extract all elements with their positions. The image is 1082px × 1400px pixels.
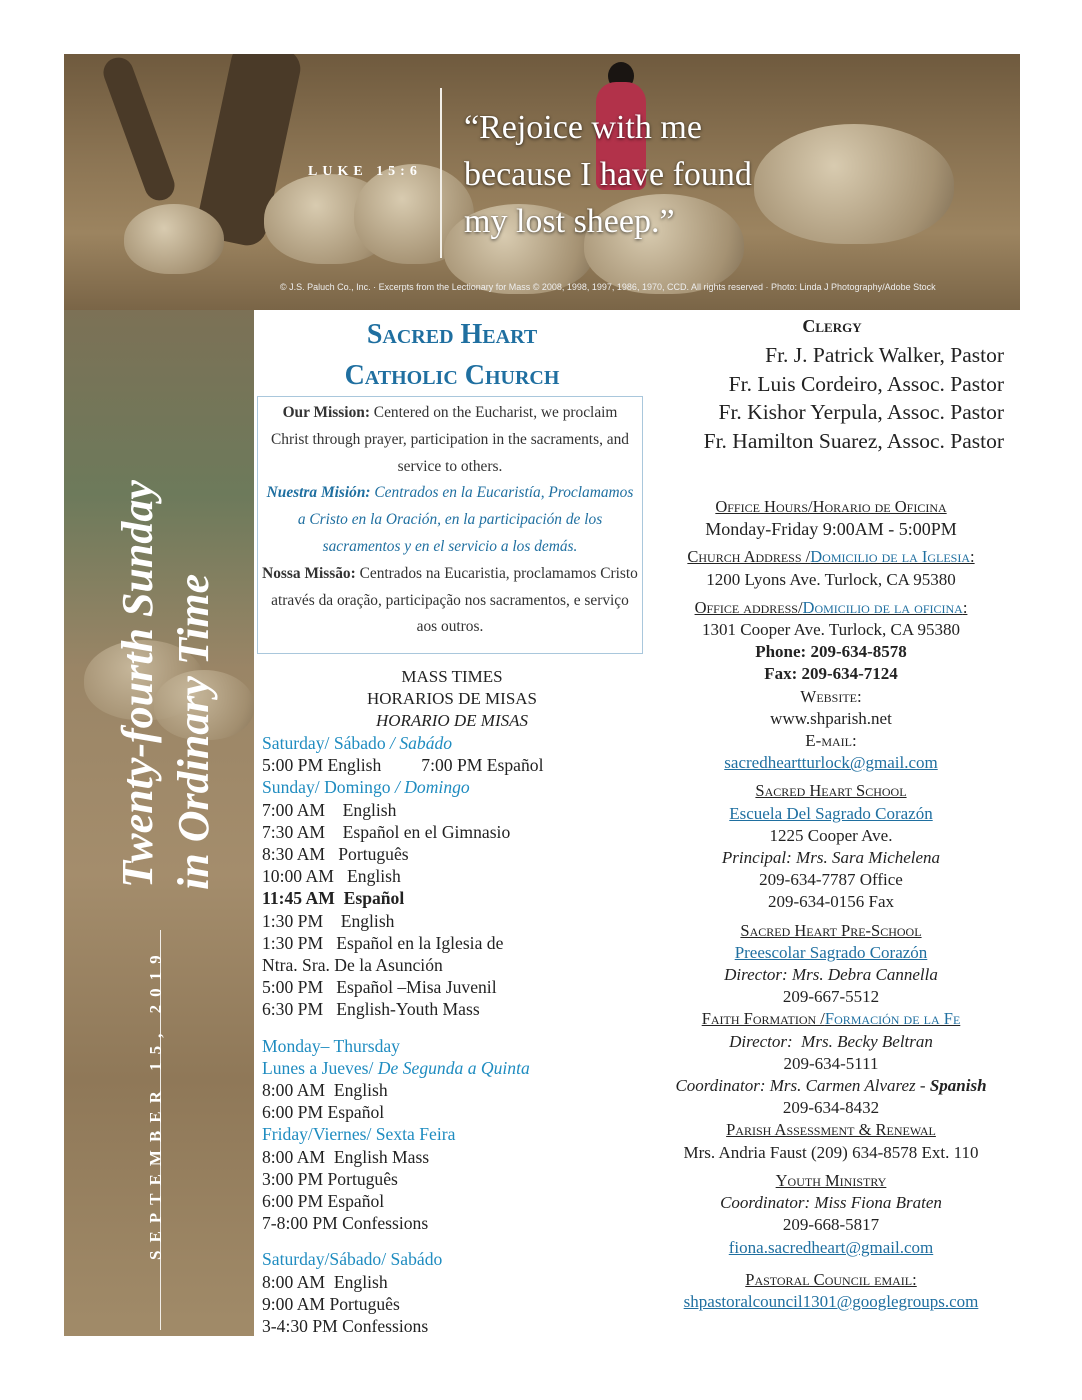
sunday-time: 8:30 AM Português <box>262 844 409 865</box>
faith-director: Director: Mrs. Becky Beltran <box>729 1031 933 1051</box>
preschool-director: Director: Mrs. Debra Cannella <box>724 965 938 985</box>
parish-info <box>656 496 1006 1313</box>
mass-heading-en: MASS TIMES <box>401 667 503 686</box>
scripture-quote <box>464 104 904 245</box>
website: www.shparish.net <box>770 708 892 728</box>
mission-box <box>257 396 643 654</box>
friday-time: 3:00 PM Português <box>262 1168 398 1189</box>
saturday-label: Saturday/ Sábado / Sabádo <box>262 733 453 753</box>
saturday-morning-time: 3-4:30 PM Confessions <box>262 1316 429 1337</box>
church-name <box>262 314 642 396</box>
church-name-line2: Catholic Church <box>344 360 560 391</box>
friday-time: 7-8:00 PM Confessions <box>262 1213 429 1234</box>
mass-heading-es: HORARIOS DE MISAS <box>366 689 538 708</box>
sunday-time: 10:00 AM English <box>262 866 401 887</box>
school-address: 1225 Cooper Ave. <box>769 825 893 845</box>
sunday-time: 7:00 AM English <box>262 799 397 820</box>
mission-en-label: Our Mission: <box>282 404 370 421</box>
preschool-phone: 209-667-5512 <box>782 987 880 1007</box>
assessment-contact: Mrs. Andria Faust (209) 634-8578 Ext. 110 <box>683 1142 979 1162</box>
mass-schedule <box>262 732 642 1337</box>
saturday-times: 5:00 PM English 7:00 PM Español <box>262 755 544 776</box>
mass-heading-pt: HORARIO DE MISAS <box>375 711 528 730</box>
clergy-section <box>658 316 1004 455</box>
sidebar-photo <box>64 310 254 1336</box>
weekday-label-es: Lunes a Jueves/ De Segunda a Quinta <box>262 1057 530 1078</box>
mission-pt-label: Nossa Missão: <box>262 564 356 582</box>
mission-en <box>262 400 638 480</box>
sunday-time: 11:45 AM Español <box>262 888 405 909</box>
office-fax: Fax: 209-634-7124 <box>764 664 898 684</box>
friday-label: Friday/Viernes/ Sexta Feira <box>262 1124 456 1145</box>
bulletin-date: SEPTEMBER 15, 2019 <box>146 947 165 1260</box>
parish-email-link[interactable]: sacredheartturlock@gmail.com <box>724 753 938 773</box>
mass-times-heading <box>262 666 642 732</box>
school-fax: 209-634-0156 Fax <box>767 892 895 912</box>
mission-es-label: Nuestra Misión: <box>266 484 371 502</box>
liturgical-title-line2: in Ordinary Time <box>169 573 218 890</box>
liturgical-title-line1: Twenty-fourth Sunday <box>113 480 162 888</box>
youth-email-link[interactable]: fiona.sacredheart@gmail.com <box>728 1237 934 1257</box>
website-label: Website: <box>800 686 862 706</box>
pastoral-council-heading: Pastoral Council email: <box>745 1269 917 1289</box>
church-address: 1200 Lyons Ave. Turlock, CA 95380 <box>706 569 956 589</box>
mission-es-text: Centrados en la Eucaristía, Proclamamos a Cristo en la Oración, en la participación de los sacramentos y en el servicio a los demás. <box>297 484 634 555</box>
school-heading: Sacred Heart School <box>755 781 907 801</box>
saturday-morning-time: 8:00 AM English <box>262 1271 388 1292</box>
office-address: 1301 Cooper Ave. Turlock, CA 95380 <box>701 620 960 640</box>
mission-en-text: Centered on the Eucharist, we proclaim Christ through prayer, participation in the sacraments, and service to others. <box>271 404 629 475</box>
preschool-heading: Sacred Heart Pre-School <box>740 920 922 940</box>
tree-trunk <box>99 54 178 205</box>
clergy-title: Clergy <box>802 316 862 336</box>
school-phone: 209-634-7787 Office <box>759 870 903 890</box>
office-address-heading: Office address/Domicilio de la oficina: <box>694 597 968 617</box>
saturday-morning-label: Saturday/Sábado/ Sabádo <box>262 1249 443 1270</box>
school-principal: Principal: Mrs. Sara Michelena <box>721 848 941 868</box>
sunday-time: 5:00 PM Español –Misa Juvenil <box>262 977 497 998</box>
faith-director-phone: 209-634-5111 <box>783 1053 879 1073</box>
quote-line: “Rejoice with me <box>464 109 702 146</box>
mission-es <box>262 480 638 560</box>
scripture-reference: LUKE 15:6 <box>308 164 422 179</box>
clergy-member: Fr. J. Patrick Walker, Pastor <box>765 343 1004 367</box>
weekday-time: 8:00 AM English <box>262 1080 388 1101</box>
quote-line: because I have found <box>464 156 752 193</box>
friday-time: 6:00 PM Español <box>262 1191 385 1212</box>
sheep-shape <box>124 204 224 274</box>
header-banner <box>64 54 1020 310</box>
sunday-time: 7:30 AM Español en el Gimnasio <box>262 821 511 842</box>
mission-pt-text: Centrados na Eucaristia, proclamamos Cristo através da oração, participação nos sacramentos, e serviço aos outros. <box>271 564 638 636</box>
weekday-time: 6:00 PM Español <box>262 1102 385 1123</box>
mission-pt <box>262 561 638 641</box>
clergy-member: Fr. Kishor Yerpula, Assoc. Pastor <box>718 400 1004 424</box>
faith-coordinator: Coordinator: Mrs. Carmen Alvarez - Spanish <box>675 1076 987 1096</box>
youth-coordinator: Coordinator: Miss Fiona Braten <box>720 1193 942 1213</box>
church-name-line1: Sacred Heart <box>366 319 538 350</box>
friday-time: 8:00 AM English Mass <box>262 1146 430 1167</box>
clergy-member: Fr. Luis Cordeiro, Assoc. Pastor <box>728 371 1004 396</box>
quote-line: my lost sheep.” <box>464 203 675 240</box>
sunday-time: Ntra. Sra. De la Asunción <box>262 955 443 976</box>
church-address-heading: Church Address /Domicilio de la Iglesia: <box>687 547 975 567</box>
school-name-link[interactable]: Escuela Del Sagrado Corazón <box>729 803 933 823</box>
office-hours: Monday-Friday 9:00AM - 5:00PM <box>705 519 957 540</box>
office-hours-heading: Office Hours/Horario de Oficina <box>715 497 947 516</box>
clergy-member: Fr. Hamilton Suarez, Assoc. Pastor <box>703 428 1004 453</box>
saturday-morning-time: 9:00 AM Português <box>262 1293 400 1314</box>
faith-coordinator-phone: 209-634-8432 <box>782 1098 880 1118</box>
photo-credit: © J.S. Paluch Co., Inc. · Excerpts from the Lectionary for Mass © 2008, 1998, 1997, 1986, 1970, CCD. All rights reserved · Photo: Linda J Photography/Adobe Stock <box>280 282 936 292</box>
sunday-time: 1:30 PM Español en la Iglesia de <box>262 932 504 953</box>
sunday-time: 1:30 PM English <box>262 910 395 931</box>
faith-formation-heading: Faith Formation /Formación de la Fe <box>701 1009 961 1029</box>
youth-phone: 209-668-5817 <box>782 1215 880 1235</box>
sunday-time: 6:30 PM English-Youth Mass <box>262 999 480 1020</box>
email-label: E-mail: <box>805 731 857 751</box>
clergy-list <box>658 341 1004 455</box>
office-phone: Phone: 209-634-8578 <box>755 642 907 662</box>
youth-ministry-heading: Youth Ministry <box>775 1170 887 1190</box>
banner-divider <box>440 88 442 258</box>
assessment-heading: Parish Assessment & Renewal <box>726 1120 936 1140</box>
weekday-label: Monday– Thursday <box>262 1035 400 1056</box>
preschool-name-link[interactable]: Preescolar Sagrado Corazón <box>734 942 928 962</box>
sunday-label: Sunday/ Domingo / Domingo <box>262 777 470 798</box>
pastoral-council-email-link[interactable]: shpastoralcouncil1301@googlegroups.com <box>683 1291 979 1311</box>
